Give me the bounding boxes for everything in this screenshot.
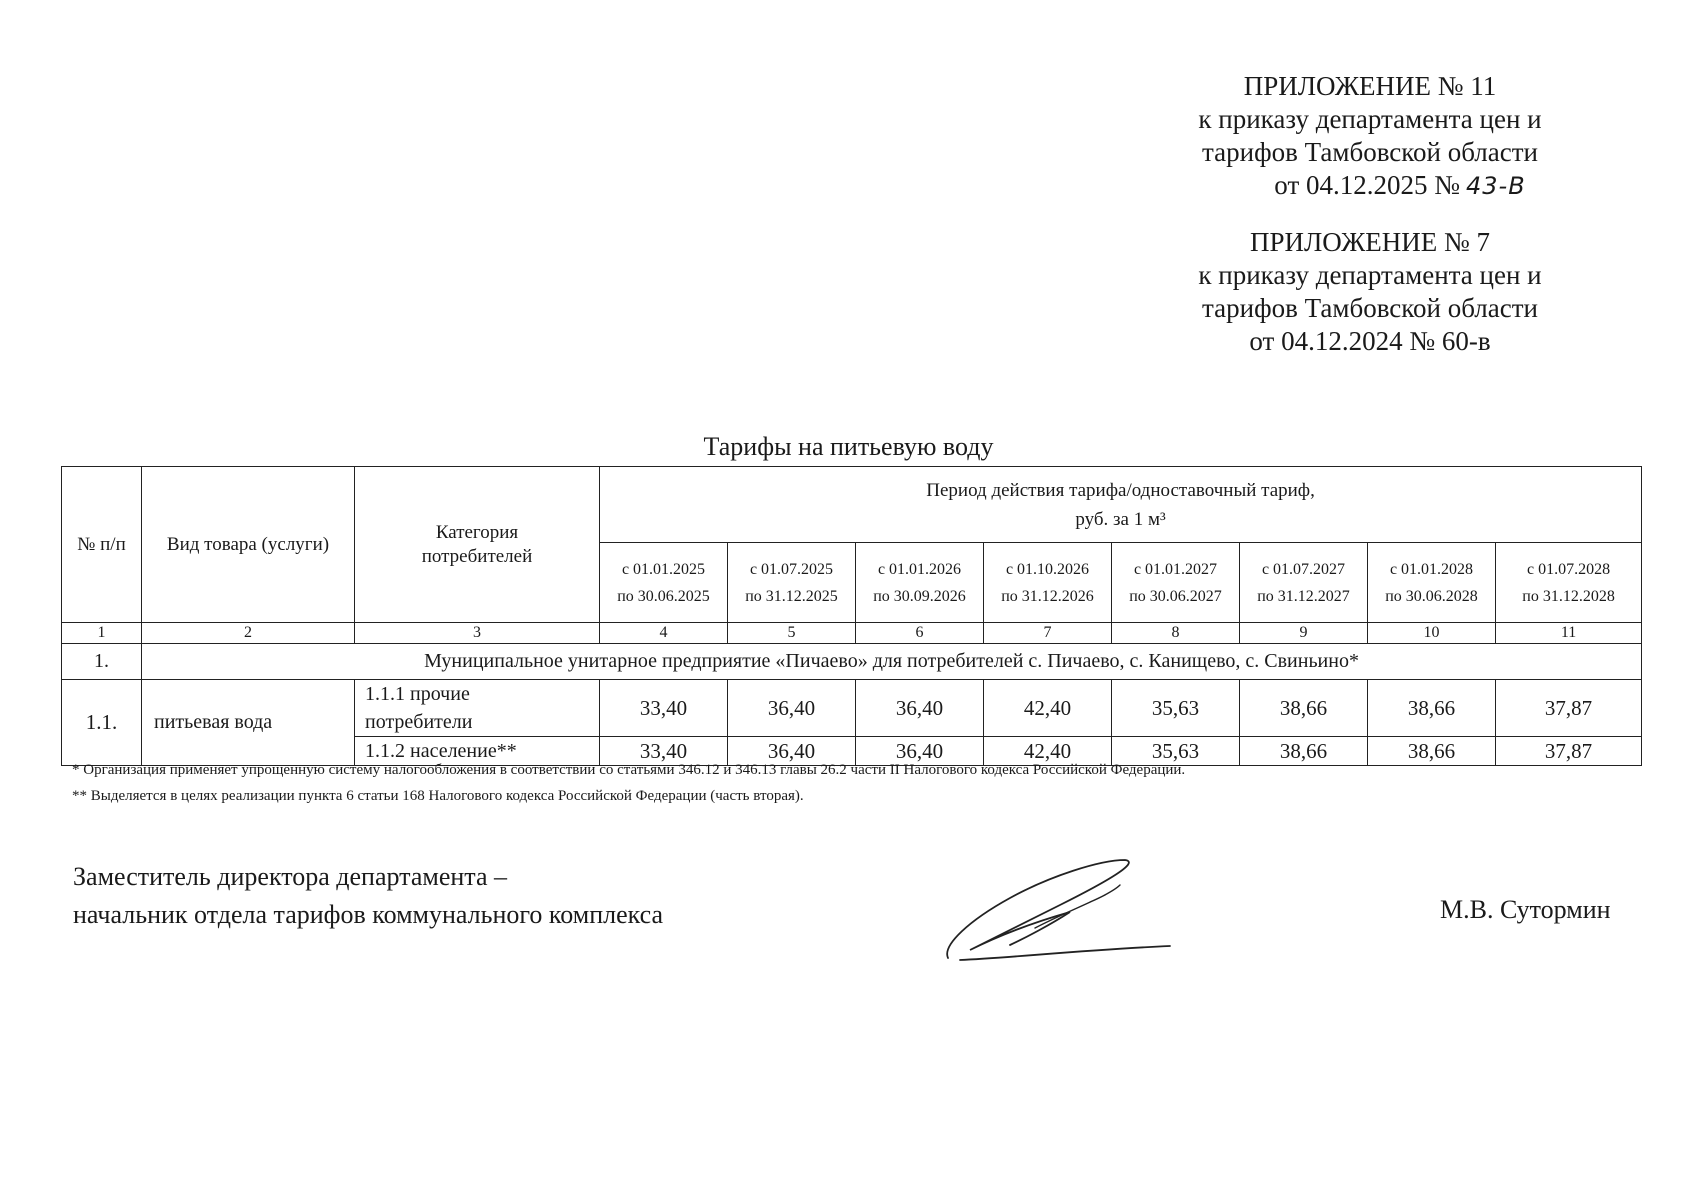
tariff-value: 33,40 [600,680,728,737]
header-num: № п/п [62,467,142,623]
column-number: 11 [1496,623,1642,644]
period-header: с 01.01.2026 по 30.09.2026 [856,543,984,623]
organization-name: Муниципальное унитарное предприятие «Пичаево» для потребителей с. Пичаево, с. Канищево, с. Свиньино* [142,644,1642,680]
footnote-tax-system: * Организация применяет упрощенную систему налогообложения в соответствии со статьями 346.12 и 346.13 главы 26.2 части II Налогового кодекса Российской Федерации. [72,762,1186,778]
period-header: с 01.07.2027 по 31.12.2027 [1240,543,1368,623]
tariff-value: 36,40 [728,737,856,766]
tariff-value: 38,66 [1240,680,1368,737]
column-number: 10 [1368,623,1496,644]
column-number: 3 [355,623,600,644]
column-number: 1 [62,623,142,644]
table-row [62,680,1642,737]
tariff-value: 35,63 [1112,737,1240,766]
organization-row [62,644,1642,680]
column-number: 7 [984,623,1112,644]
tariff-value: 38,66 [1368,737,1496,766]
column-number: 8 [1112,623,1240,644]
tariff-value: 42,40 [984,737,1112,766]
appendix-7-department-line: тарифов Тамбовской области [1202,293,1538,323]
tariff-value: 37,87 [1496,737,1642,766]
header-period-group [600,467,1642,543]
column-numbers-row [62,623,1642,644]
period-header: с 01.07.2025 по 31.12.2025 [728,543,856,623]
signatory-name: М.В. Сутормин [1440,895,1611,924]
signatory-position [73,858,663,934]
column-number: 4 [600,623,728,644]
column-number: 5 [728,623,856,644]
tariff-value: 36,40 [856,680,984,737]
appendix-7-header [1160,226,1580,358]
header-category-line2: потребителей [421,545,533,567]
footnote-vat: ** Выделяется в целях реализации пункта 6 статьи 168 Налогового кодекса Российской Федерации (часть вторая). [72,788,804,804]
header-service: Вид товара (услуги) [142,467,355,623]
period-header: с 01.01.2028 по 30.06.2028 [1368,543,1496,623]
tariffs-table [61,466,1642,766]
tariff-value: 36,40 [856,737,984,766]
column-number: 9 [1240,623,1368,644]
service-name: питьевая вода [142,680,355,766]
service-num: 1.1. [62,680,142,766]
appendix-7-title: ПРИЛОЖЕНИЕ № 7 [1249,227,1491,257]
tariff-value: 38,66 [1240,737,1368,766]
tariff-value: 42,40 [984,680,1112,737]
signatory-position-line1: Заместитель директора департамента – [73,862,508,891]
tariff-value: 35,63 [1112,680,1240,737]
appendix-11-date: от 04.12.2025 № [1274,170,1461,200]
period-header: с 01.07.2028 по 31.12.2028 [1496,543,1642,623]
tariff-value: 33,40 [600,737,728,766]
appendix-7-order-line: к приказу департамента цен и [1198,260,1542,290]
period-header: с 01.01.2025 по 30.06.2025 [600,543,728,623]
appendix-11-department-line: тарифов Тамбовской области [1202,137,1538,167]
organization-num: 1. [62,644,142,680]
category-cell: 1.1.1 прочие потребители [355,680,600,737]
signatory-position-line2: начальник отдела тарифов коммунального комплекса [73,900,664,929]
tariff-value: 36,40 [728,680,856,737]
header-period-line1: Период действия тарифа/одноставочный тариф, [926,479,1315,501]
table-title: Тарифы на питьевую воду [703,432,994,461]
appendix-11-order-line: к приказу департамента цен и [1198,104,1542,134]
tariff-value: 38,66 [1368,680,1496,737]
handwritten-signature [940,850,1180,970]
appendix-11-date-line [1160,169,1580,203]
tariff-value: 37,87 [1496,680,1642,737]
period-header: с 01.10.2026 по 31.12.2026 [984,543,1112,623]
column-number: 6 [856,623,984,644]
appendix-7-date-line: от 04.12.2024 № 60-в [1249,326,1491,356]
period-header: с 01.01.2027 по 30.06.2027 [1112,543,1240,623]
header-period-line2: руб. за 1 м³ [1075,508,1166,530]
header-category-line1: Категория [435,521,519,543]
header-category [355,467,600,623]
appendix-11-header [1160,70,1580,203]
column-number: 2 [142,623,355,644]
category-cell: 1.1.2 население** [355,737,600,766]
handwritten-order-number: 43-В [1466,172,1526,200]
appendix-11-title: ПРИЛОЖЕНИЕ № 11 [1243,71,1497,101]
